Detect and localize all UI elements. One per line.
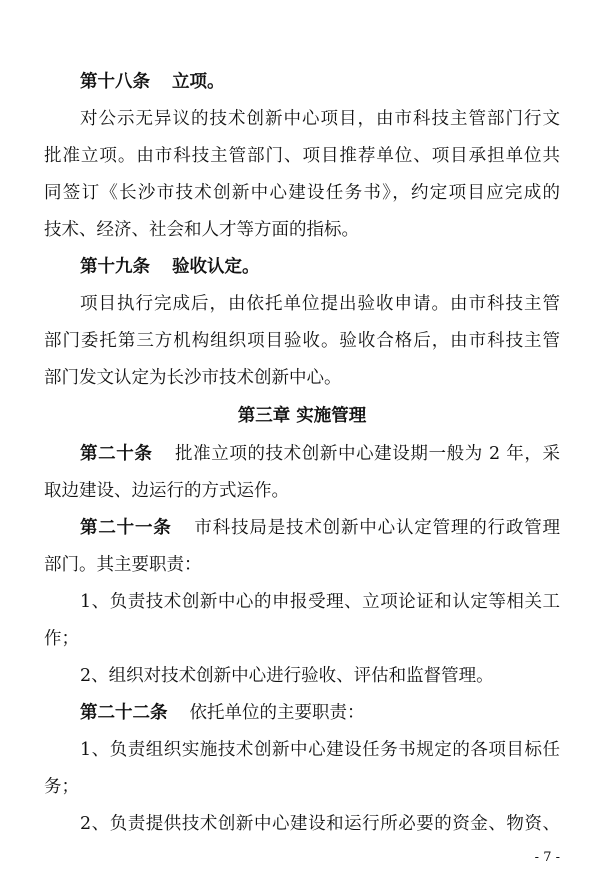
article-22-item-1-line-2: 务； bbox=[44, 777, 79, 797]
article-22-heading-line bbox=[80, 701, 560, 725]
article-20-text-1: 批准立项的技术创新中心建设期一般为 2 年，采 bbox=[174, 444, 560, 464]
article-22-item-2: 2、负责提供技术创新中心建设和运行所必要的资金、物资、 bbox=[80, 814, 560, 834]
article-18-line-4: 技术、经济、社会和人才等方面的指标。 bbox=[44, 220, 359, 240]
article-21-text-1: 市科技局是技术创新中心认定管理的行政管理 bbox=[193, 518, 561, 538]
article-21-number: 第二十一条 bbox=[80, 518, 172, 538]
article-21-item-1-line-1: 1、负责技术创新中心的申报受理、立项论证和认定等相关工 bbox=[80, 592, 560, 612]
article-19-line-3: 部门发文认定为长沙市技术创新中心。 bbox=[44, 368, 342, 388]
article-19-line-1: 项目执行完成后，由依托单位提出验收申请。由市科技主管 bbox=[80, 294, 560, 314]
article-21-line-2: 部门。其主要职责： bbox=[44, 555, 202, 575]
article-18-heading-line bbox=[80, 70, 560, 94]
article-20-number: 第二十条 bbox=[80, 444, 153, 464]
article-20-line-2: 取边建设、边运行的方式运作。 bbox=[44, 481, 289, 501]
article-20-line-1 bbox=[80, 442, 560, 466]
article-18-title: 立项。 bbox=[172, 72, 225, 92]
article-19-number: 第十九条 bbox=[80, 257, 150, 277]
article-21-item-2: 2、组织对技术创新中心进行验收、评估和监督管理。 bbox=[80, 666, 494, 686]
article-18-line-3: 同签订《长沙市技术创新中心建设任务书》，约定项目应完成的 bbox=[44, 183, 560, 203]
article-18-number: 第十八条 bbox=[80, 72, 150, 92]
article-21-item-1-line-2: 作； bbox=[44, 629, 79, 649]
article-18-line-1: 对公示无异议的技术创新中心项目，由市科技主管部门行文 bbox=[80, 109, 560, 129]
article-18-line-2: 批准立项。由市科技主管部门、项目推荐单位、项目承担单位共 bbox=[44, 146, 560, 166]
article-21-line-1 bbox=[80, 516, 560, 540]
article-19-title: 验收认定。 bbox=[172, 257, 260, 277]
article-19-heading-line bbox=[80, 255, 560, 279]
article-22-number: 第二十二条 bbox=[80, 703, 168, 723]
article-19-line-2: 部门委托第三方机构组织项目验收。验收合格后，由市科技主管 bbox=[44, 331, 560, 351]
article-22-item-1-line-1: 1、负责组织实施技术创新中心建设任务书规定的各项目标任 bbox=[80, 740, 560, 760]
page-number: - 7 - bbox=[534, 850, 560, 865]
chapter-3-title: 第三章 实施管理 bbox=[237, 406, 367, 426]
article-22-title: 依托单位的主要职责： bbox=[189, 703, 365, 723]
